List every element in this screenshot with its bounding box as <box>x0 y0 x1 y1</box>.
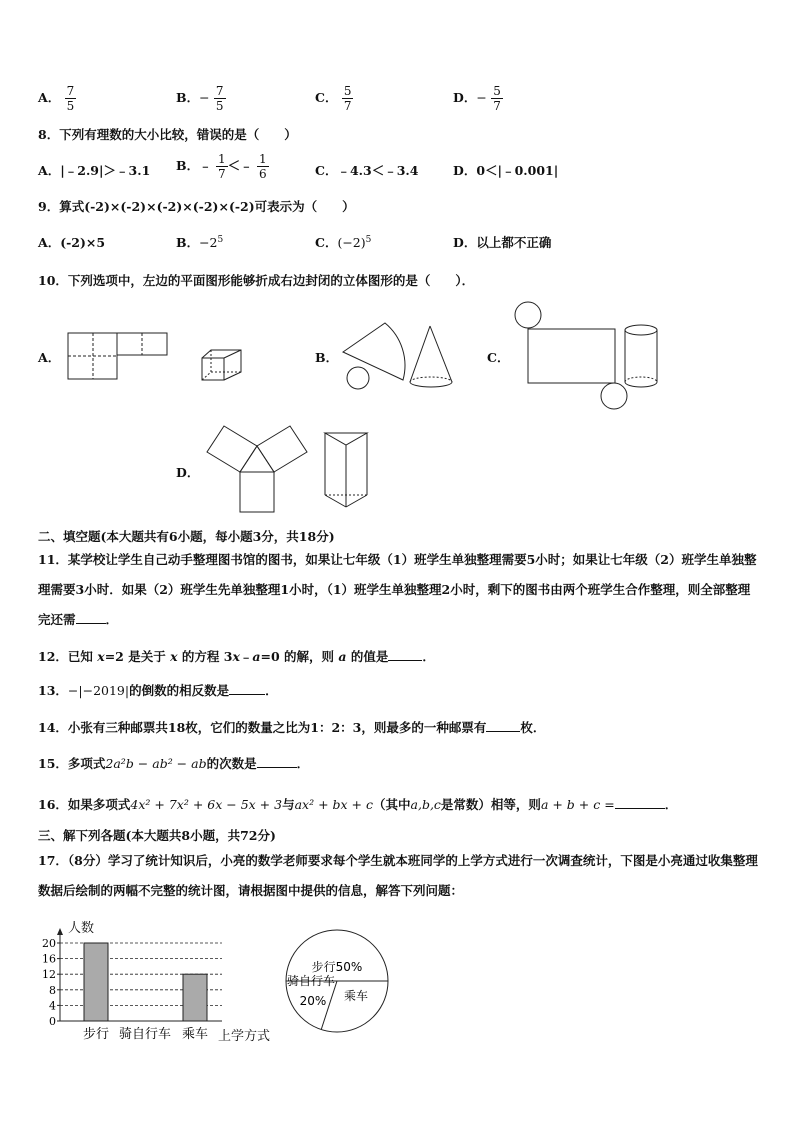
math-expression: −|−2019| <box>67 683 130 698</box>
q8-option-a[interactable]: A．|﹣2.9|＞﹣3.1 <box>38 163 151 178</box>
q8-stem: 8．下列有理数的大小比较，错误的是（ ） <box>38 127 297 142</box>
q14: 14．小张有三种邮票共18枚，它们的数量之比为1：2：3，则最多的一种邮票有 枚． <box>38 720 546 735</box>
q10-option-b-label[interactable]: B． <box>315 350 339 365</box>
q10-stem: 10．下列选项中，左边的平面图形能够折成右边封闭的立体图形的是（ ）． <box>38 273 475 288</box>
bar-chart-ylabel: 人数 <box>68 921 95 936</box>
q9-option-d[interactable]: D．以上都不正确 <box>453 235 552 250</box>
fraction: $\frac{5}{7}$ <box>493 84 501 113</box>
fraction: $\frac{7}{5}$ <box>66 84 75 113</box>
q15: 15．多项式2a²b − ab² − ab的次数是 ． <box>38 756 310 771</box>
option-label: D． <box>453 90 477 105</box>
fraction: $\frac{7}{5}$ <box>215 84 224 113</box>
q8-option-c[interactable]: C．﹣4.3＜﹣3.4 <box>315 163 419 178</box>
section-2-heading: 二、填空题(本大题共有6小题，每小题3分，共18分) <box>38 529 335 544</box>
q13: 13．−|−2019|的倒数的相反数是 ． <box>38 683 278 698</box>
option-label: A． <box>38 90 61 105</box>
pie-label: 骑自行车 <box>286 974 336 988</box>
fraction: $\frac{1}{7}$ <box>217 152 226 181</box>
math-expression: 4x² + 7x² + 6x − 5x + 3 <box>130 797 283 812</box>
y-tick-label: 4 <box>49 999 56 1013</box>
q9-stem: 9．算式(-2)×(-2)×(-2)×(-2)×(-2)可表示为（ ） <box>38 199 355 214</box>
q10-option-a-label[interactable]: A． <box>38 350 61 365</box>
y-tick-label: 12 <box>42 968 56 982</box>
pie-label: 20% <box>299 994 327 1008</box>
pie-label: 步行50% <box>311 960 363 974</box>
q11: 11．某学校让学生自己动手整理图书馆的图书，如果让七年级（1）班学生单独整理需要5小时；如果让七年级（2）班学生单独整理需要3小时．如果（2）班学生先单独整理1小时，（1）班学生单独整理2小时，剩下的图书由两个班学生合作整理，则全部整理完还需 ． <box>38 552 757 627</box>
q9-option-b[interactable]: B．$-2^5$ <box>176 234 224 250</box>
q8-option-b[interactable]: B．﹣ $\frac{1}{7}$ ＜﹣ $\frac{1}{6}$ <box>176 152 267 181</box>
y-tick-label: 0 <box>49 1015 56 1028</box>
y-tick-label: 16 <box>42 952 56 966</box>
y-tick-label: 8 <box>49 983 56 997</box>
q10-option-d-label[interactable]: D． <box>176 465 200 480</box>
q7-option-b[interactable]: B．− $\frac{7}{5}$ <box>176 84 224 113</box>
q10-option-c-label[interactable]: C． <box>487 350 510 365</box>
math-expression: ax² + bx + c <box>294 797 373 812</box>
x-tick-label: 乘车 <box>181 1027 209 1042</box>
q7-option-d[interactable]: D．− $\frac{5}{7}$ <box>453 84 501 113</box>
q8-option-d[interactable]: D．0＜|﹣0.001| <box>453 163 559 178</box>
math-expression: 2a²b − ab² − ab <box>105 756 207 771</box>
x-tick-label: 骑自行车 <box>118 1027 172 1042</box>
option-label: B． <box>176 90 200 105</box>
fraction: $\frac{1}{6}$ <box>258 152 267 181</box>
q9-option-c[interactable]: C．$(-2)^5$ <box>315 234 372 250</box>
fraction: $\frac{5}{7}$ <box>343 84 352 113</box>
x-tick-label: 步行 <box>82 1027 110 1042</box>
q16: 16．如果多项式4x² + 7x² + 6x − 5x + 3与ax² + bx + c（其中a,b,c是常数）相等，则a + b + c = ． <box>38 797 678 812</box>
section-3-heading: 三、解下列各题(本大题共8小题，共72分) <box>38 828 276 843</box>
pie-label: 乘车 <box>343 989 369 1003</box>
q9-option-a[interactable]: A．(-2)×5 <box>38 235 106 250</box>
q12: 12．已知 x=2 是关于 x 的方程 3x﹣a=0 的解，则 a 的值是 ． <box>38 649 435 664</box>
math-expression: a + b + c = <box>540 797 615 812</box>
q17: 17．（8分）学习了统计知识后，小亮的数学老师要求每个学生就本班同学的上学方式进行一次调查统计，下图是小亮通过收集整理数据后绘制的两幅不完整的统计图，请根据图中提供的信息，解答下列问题： <box>38 853 758 898</box>
bar-chart-xlabel: 上学方式 <box>218 1029 271 1044</box>
option-label: C． <box>315 90 338 105</box>
y-tick-label: 20 <box>42 937 56 950</box>
